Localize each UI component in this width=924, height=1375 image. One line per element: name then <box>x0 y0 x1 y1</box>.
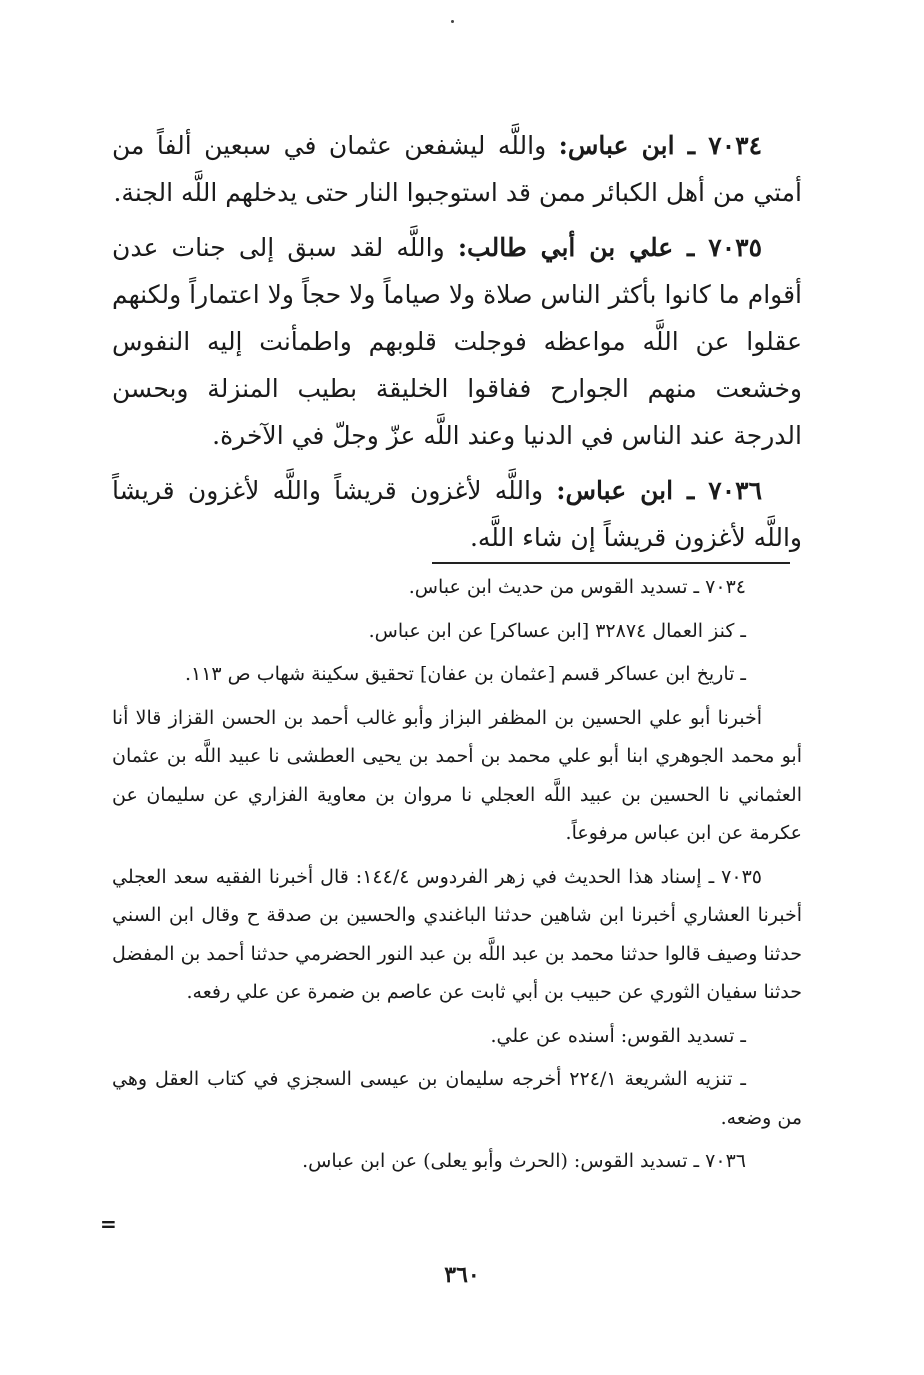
entry-heading: ٧٠٣٥ ـ علي بن أبي طالب: <box>457 233 762 262</box>
entry-text: واللَّه لأغزون قريشاً واللَّه لأغزون قريشاً واللَّه لأغزون قريشاً إن شاء اللَّه. <box>112 476 802 552</box>
entry-7036 <box>112 467 802 561</box>
footnote-line: ـ كنز العمال ٣٢٨٧٤ [ابن عساكر] عن ابن عباس. <box>368 619 746 642</box>
entry-7035 <box>112 224 802 459</box>
entry-text: واللَّه لقد سبق إلى جنات عدن أقوام ما كانوا بأكثر الناس صلاة ولا صياماً ولا حجاً ولا اعتماراً ولكنهم عقلوا عن اللَّه مواعظه فوجلت قلوبهم واطمأنت إليه النفوس وخشعت منهم الجوارح ففاقوا الخليقة بطيب المنزلة وبحسن الدرجة عند الناس في الدنيا وعند اللَّه عزّ وجلّ في الآخرة. <box>112 233 802 450</box>
footnote-isnad: أخبرنا أبو علي الحسين بن المظفر البزاز وأبو غالب أحمد بن الحسن القزاز قالا أنا أبو محمد الجوهري ابنا أبو علي محمد بن أحمد بن يحيى العطشى نا عبيد اللَّه بن عثمان العثماني نا الحسين بن عبيد اللَّه العجلي نا مروان بن معاوية الفزاري عن سليمان عن عكرمة عن ابن عباس مرفوعاً. <box>112 706 802 844</box>
page-number: ٣٦٠ <box>444 1262 480 1288</box>
page-mark <box>451 20 454 23</box>
main-text <box>112 122 802 569</box>
entry-heading: ٧٠٣٤ ـ ابن عباس: <box>558 131 763 160</box>
entry-text: واللَّه ليشفعن عثمان في سبعين ألفاً من أمتي من أهل الكبائر ممن قد استوجبوا النار حتى يدخلهم اللَّه الجنة. <box>112 131 802 207</box>
footnote-7036: ٧٠٣٦ ـ تسديد القوس: (الحرث وأبو يعلى) عن ابن عباس. <box>302 1150 746 1172</box>
footnote-divider <box>432 562 790 564</box>
footnote-line: ـ تاريخ ابن عساكر قسم [عثمان بن عفان] تحقيق سكينة شهاب ص ١١٣. <box>184 663 746 685</box>
entry-heading: ٧٠٣٦ ـ ابن عباس: <box>556 476 762 505</box>
entry-7034 <box>112 122 802 216</box>
footnotes <box>112 568 802 1186</box>
footnote-line: ـ تنزيه الشريعة ٢٢٤/١ أخرجه سليمان بن عيسى السجزي في كتاب العقل وهي من وضعه. <box>112 1068 802 1129</box>
footnote-line: ـ تسديد القوس: أسنده عن علي. <box>490 1024 746 1047</box>
footnote-7034: ٧٠٣٤ ـ تسديد القوس من حديث ابن عباس. <box>408 576 746 598</box>
continuation-mark: = <box>100 1212 117 1236</box>
footnote-7035: ٧٠٣٥ ـ إسناد هذا الحديث في زهر الفردوس ١٤٤/٤: قال أخبرنا الفقيه سعد العجلي أخبرنا العشاري أخبرنا ابن شاهين حدثنا الباغندي والحسين بن صدقة ح وقال ابن السني حدثنا وصيف قالوا حدثنا محمد بن عبد اللَّه بن عبد النور الحضرمي حدثنا أحمد بن المفضل حدثنا سفيان الثوري عن حبيب بن أبي ثابت عن عاصم بن ضمرة عن علي رفعه. <box>112 865 802 1003</box>
